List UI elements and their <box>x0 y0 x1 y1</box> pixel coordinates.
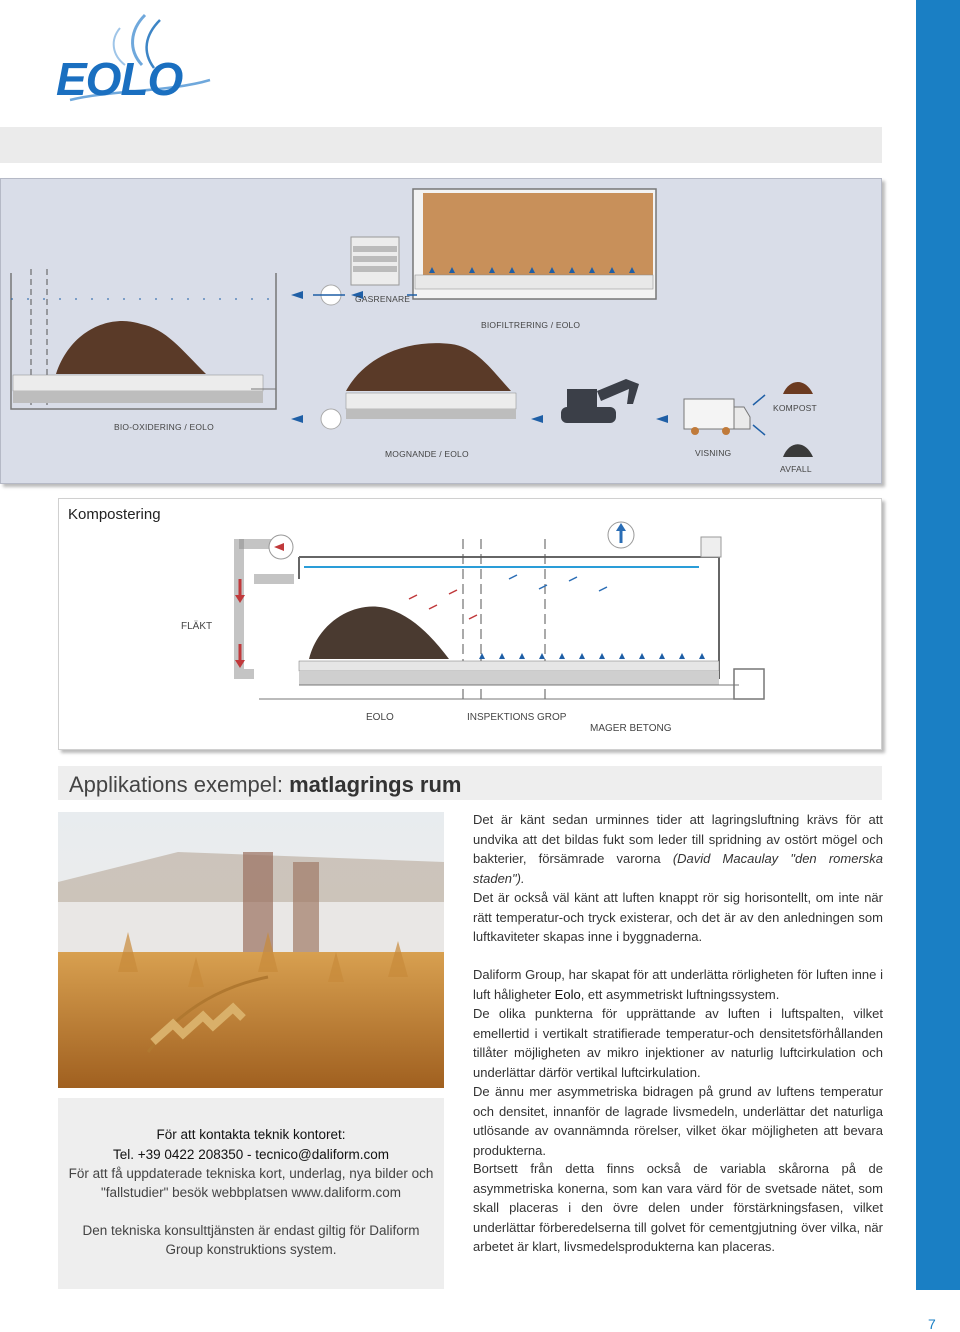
compost-pile-2 <box>346 343 511 391</box>
paragraph-1 <box>473 810 883 888</box>
wheat-field-photo <box>58 812 444 1088</box>
paragraph-1-main: Det är känt sedan urminnes tider att lagringsluftning krävs för att undvika att det bildas fukt som leder till spridning av ostört mögel och bakterier, försämrade varorna <box>473 812 883 866</box>
contact-heading: För att kontakta teknik kontoret: <box>156 1127 346 1142</box>
excavator-icon <box>561 379 639 423</box>
paragraph-1-citation: (David Macaulay "den romerska staden"). <box>473 851 883 886</box>
logo-text: EOLO <box>56 53 183 105</box>
biofilter-floor <box>415 275 653 289</box>
paragraph-3-brand: Eolo <box>554 986 581 1002</box>
page-number: 7 <box>928 1316 936 1332</box>
contact-box <box>58 1098 444 1289</box>
label-bio-oxidering: BIO-OXIDERING / EOLO <box>114 422 214 432</box>
compost-pile-1 <box>56 321 206 374</box>
label-visning: VISNING <box>695 448 732 458</box>
section-title-bold: matlagrings rum <box>289 772 462 797</box>
contact-note-line-2: Group konstruktions system. <box>165 1242 337 1257</box>
process-diagram <box>1 179 883 485</box>
header-strip <box>0 127 882 163</box>
contact-phone-email: Tel. +39 0422 208350 - tecnico@daliform.com <box>113 1147 389 1162</box>
kompostering-title: Kompostering <box>68 506 161 523</box>
paragraph-4: De olika punkterna för upprättande av luften i luftspalten, vilket emellertid i vertikalt stratifierade temperatur-och densitetsförhållanden tillåter möjligheten av mikro injektioner av naturlig luftcirkulation och underlättar därför vertikal luftcirkulation. <box>473 1006 883 1080</box>
paragraph-2: Det är också väl känt att luften knappt rör sig horisontellt, om inte när rätt temperatur-och tryck existerar, och det är av den anledningen som luftkaviteter skapas inne i byggnaderna. <box>473 890 883 944</box>
contact-note-line-1: Den tekniska konsulttjänsten är endast giltig för Daliform <box>82 1223 420 1238</box>
section-title <box>69 772 462 798</box>
label-biofiltrering: BIOFILTRERING / EOLO <box>481 320 581 330</box>
paragraph-3 <box>473 965 883 1004</box>
label-mager-betong: MAGER BETONG <box>590 723 672 734</box>
compost-pile <box>309 606 449 659</box>
label-avfall: AVFALL <box>780 464 812 474</box>
paragraph-5: De ännu mer asymmetriska bidragen på grund av luftens temperatur och densitet, innanför de lagrade livsmedeln, underlättar det naturliga utlösande av ovannämnda rörelser, vilket ökar möjligheten att bevara produkterna. <box>473 1084 883 1158</box>
label-eolo: EOLO <box>366 712 394 723</box>
label-mognande: MOGNANDE / EOLO <box>385 449 469 459</box>
paragraph-3-before: Daliform Group, har skapat för att underlätta rörligheten för luften inne i luft håligheter <box>473 967 883 1002</box>
avfall-heap-icon <box>783 444 813 457</box>
side-color-band <box>916 0 960 1290</box>
kompostering-panel <box>58 498 882 750</box>
contact-info-line-1: För att få uppdaterade tekniska kort, underlag, nya bilder och <box>68 1166 434 1181</box>
fan-2 <box>321 409 341 429</box>
section-title-light: Applikations exempel: <box>69 772 290 797</box>
label-kompost: KOMPOST <box>773 403 817 413</box>
label-flakt: FLÄKT <box>181 621 213 632</box>
process-diagram-panel <box>0 178 882 484</box>
biofilter-media <box>423 193 653 275</box>
contact-info-line-2: "fallstudier" besök webbplatsen www.daliform.com <box>101 1185 401 1200</box>
label-inspektions-grop: INSPEKTIONS GROP <box>467 712 567 723</box>
label-gasrenare: GASRENARE <box>355 294 411 304</box>
paragraph-3-after: , ett asymmetriskt luftningssystem. <box>580 986 780 1002</box>
paragraph-6: Bortsett från detta finns också de variabla skårorna på de asymmetriska konerna, som kan vara värd för de svetsade nätet, som skall placeras i den övre delen under förstärkningsfasen, vilket underlättar förberedelserna till golvet för cementgjutning över vilka, när arbetet är klart, livsmedelsprodukterna kan placeras. <box>473 1161 883 1254</box>
kompost-heap-icon <box>783 382 813 394</box>
truck-icon <box>684 399 750 435</box>
